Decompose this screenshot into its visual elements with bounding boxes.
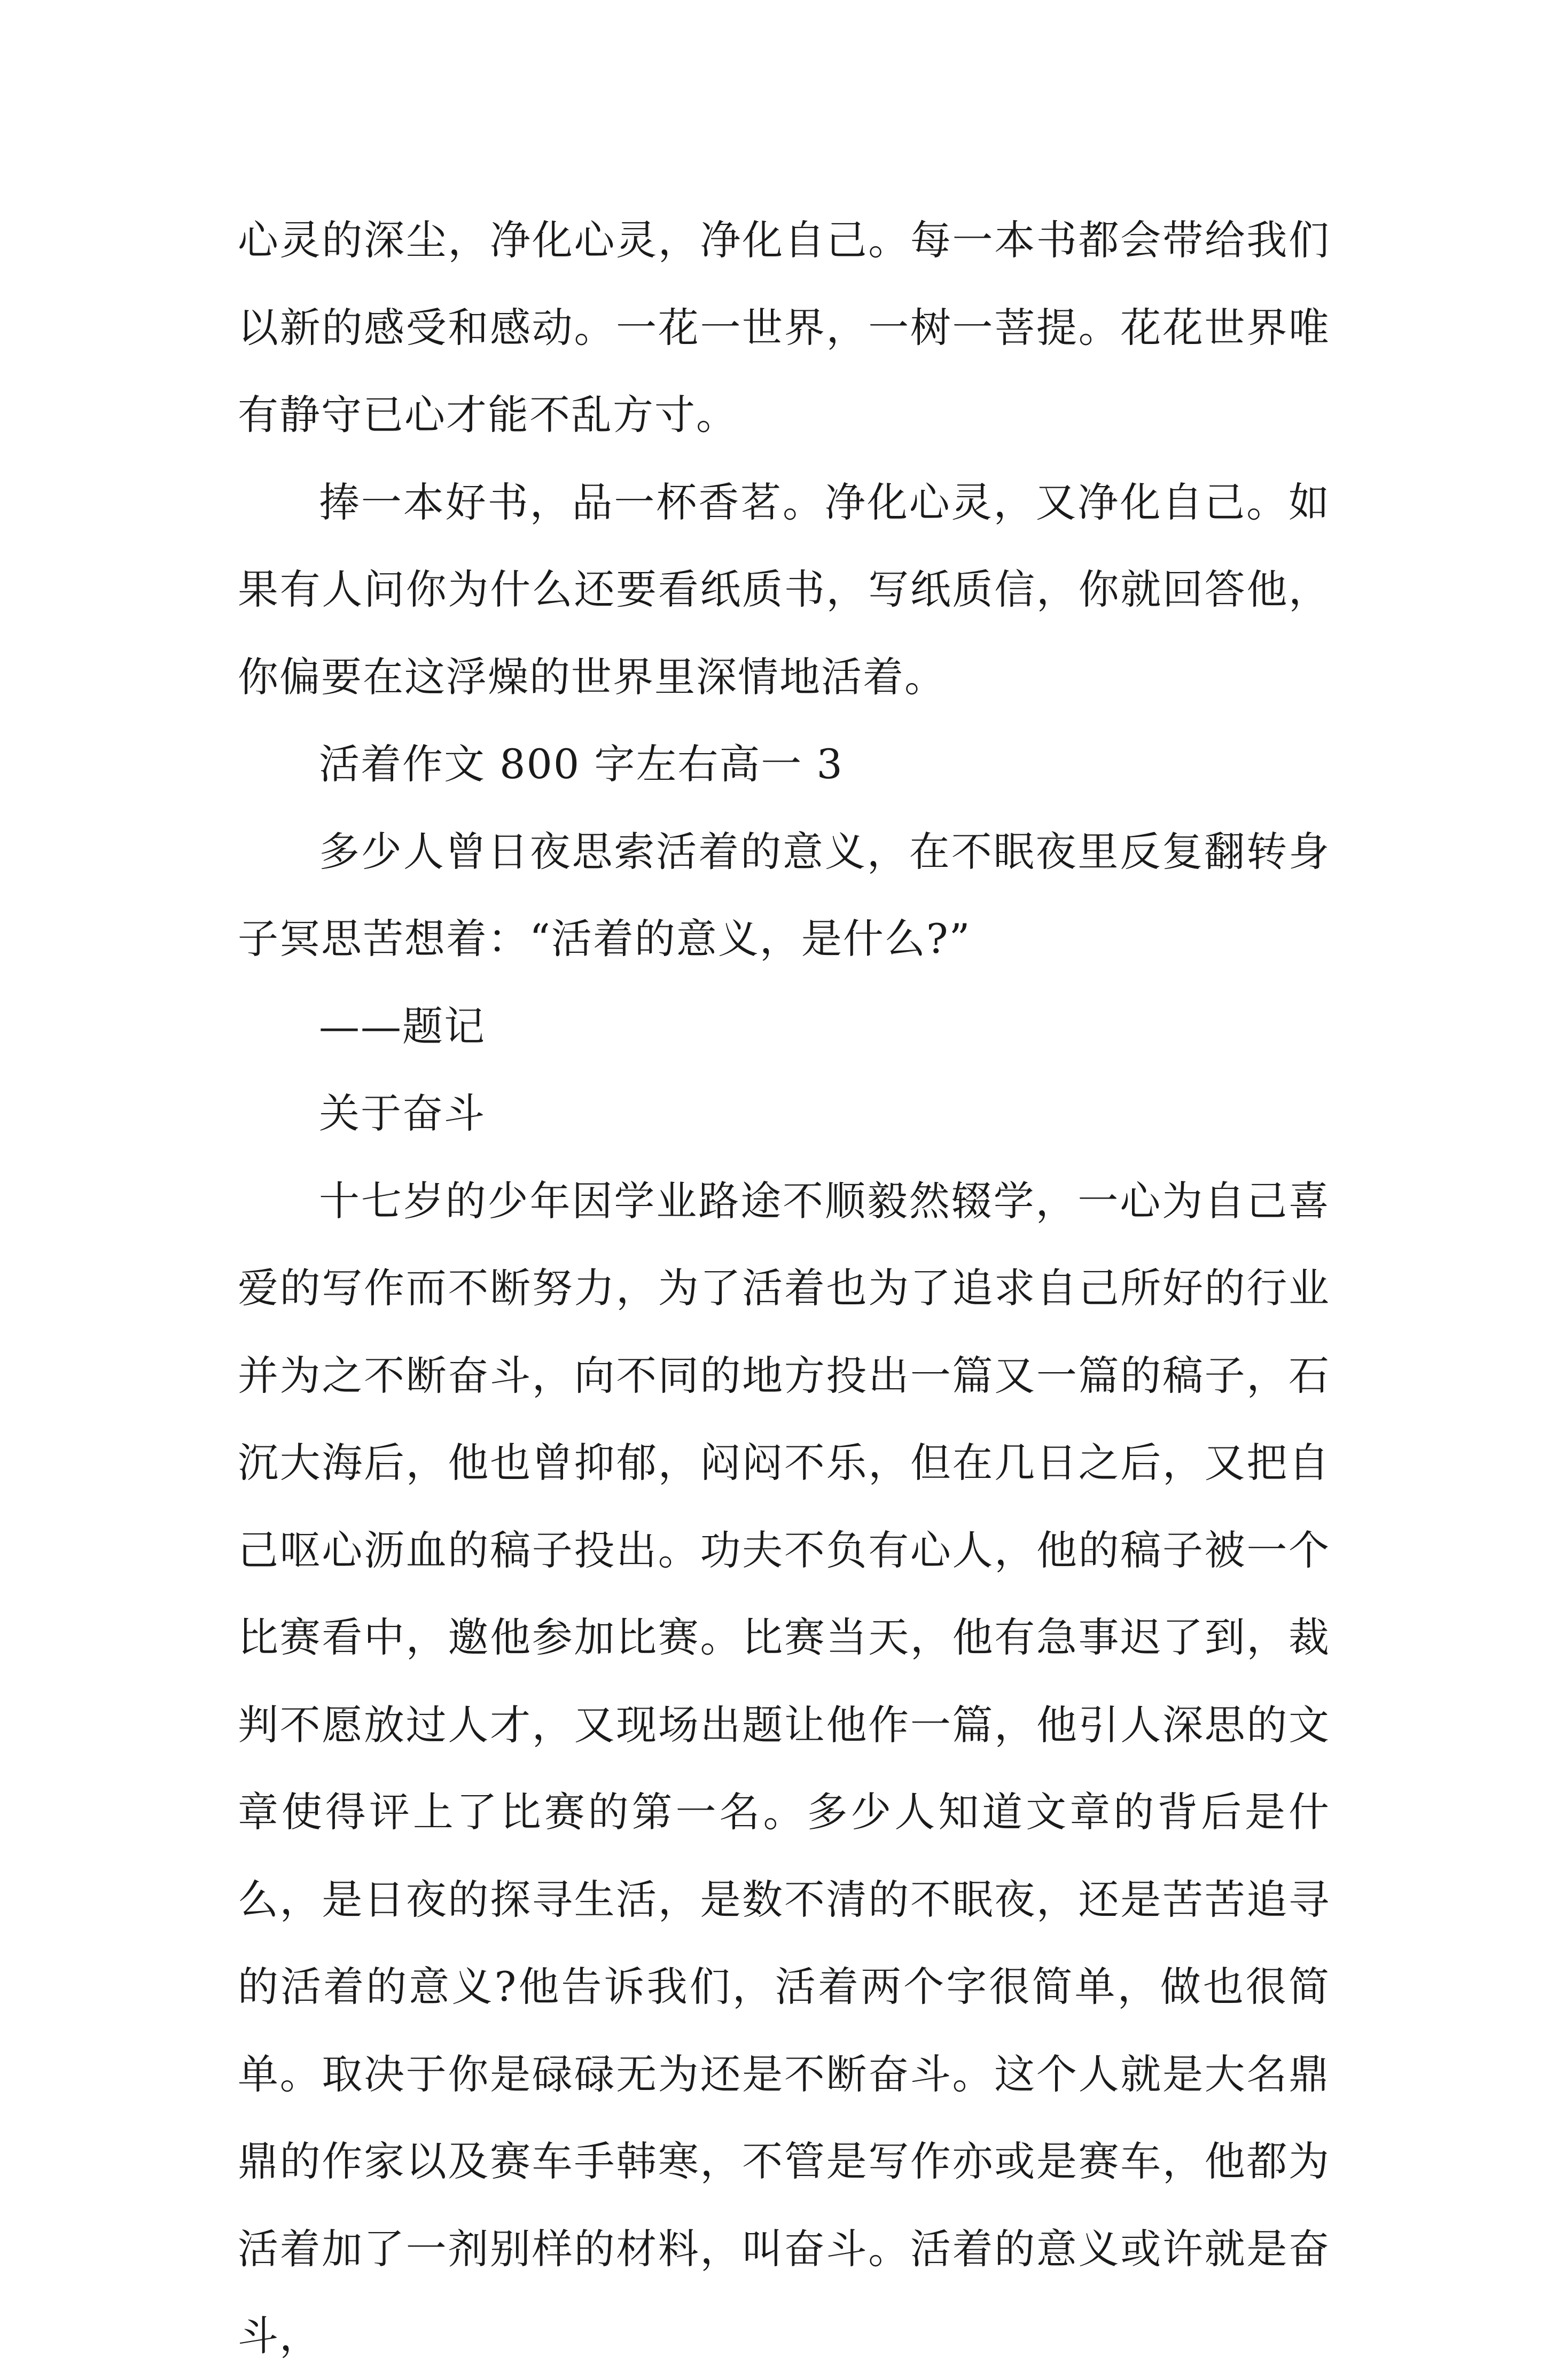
paragraph-1: 心灵的深尘，净化心灵，净化自己。每一本书都会带给我们以新的感受和感动。一花一世界，一树一菩提。花花世界唯有静守已心才能不乱方寸。	[238, 216, 1330, 439]
document-body	[238, 197, 1330, 2380]
section-title: 活着作文 800 字左右高一 3	[319, 740, 844, 788]
paragraph-epigraph: 多少人曾日夜思索活着的意义，在不眠夜里反复翻转身子冥思苦想着：“活着的意义，是什么?”	[238, 827, 1330, 962]
paragraph-main: 十七岁的少年因学业路途不顺毅然辍学，一心为自己喜爱的写作而不断努力，为了活着也为了追求自己所好的行业并为之不断奋斗，向不同的地方投出一篇又一篇的稿子，石沉大海后，他也曾抑郁，闷闷不乐，但在几日之后，又把自己呕心沥血的稿子投出。功夫不负有心人，他的稿子被一个比赛看中，邀他参加比赛。比赛当天，他有急事迟了到，裁判不愿放过人才，又现场出题让他作一篇，他引人深思的文章使得评上了比赛的第一名。多少人知道文章的背后是什么，是日夜的探寻生活，是数不清的不眠夜，还是苦苦追寻的活着的意义?他告诉我们，活着两个字很简单，做也很简单。取决于你是碌碌无为还是不断奋斗。这个人就是大名鼎鼎的作家以及赛车手韩寒，不管是写作亦或是赛车，他都为活着加了一剂别样的材料，叫奋斗。活着的意义或许就是奋斗，	[238, 1177, 1330, 2360]
subheading: 关于奋斗	[319, 1090, 486, 1137]
paragraph-2: 捧一本好书，品一杯香茗。净化心灵，又净化自己。如果有人问你为什么还要看纸质书，写纸质信，你就回答他，你偏要在这浮燥的世界里深情地活着。	[238, 478, 1330, 701]
epigraph-attribution: ——题记	[319, 1002, 486, 1050]
